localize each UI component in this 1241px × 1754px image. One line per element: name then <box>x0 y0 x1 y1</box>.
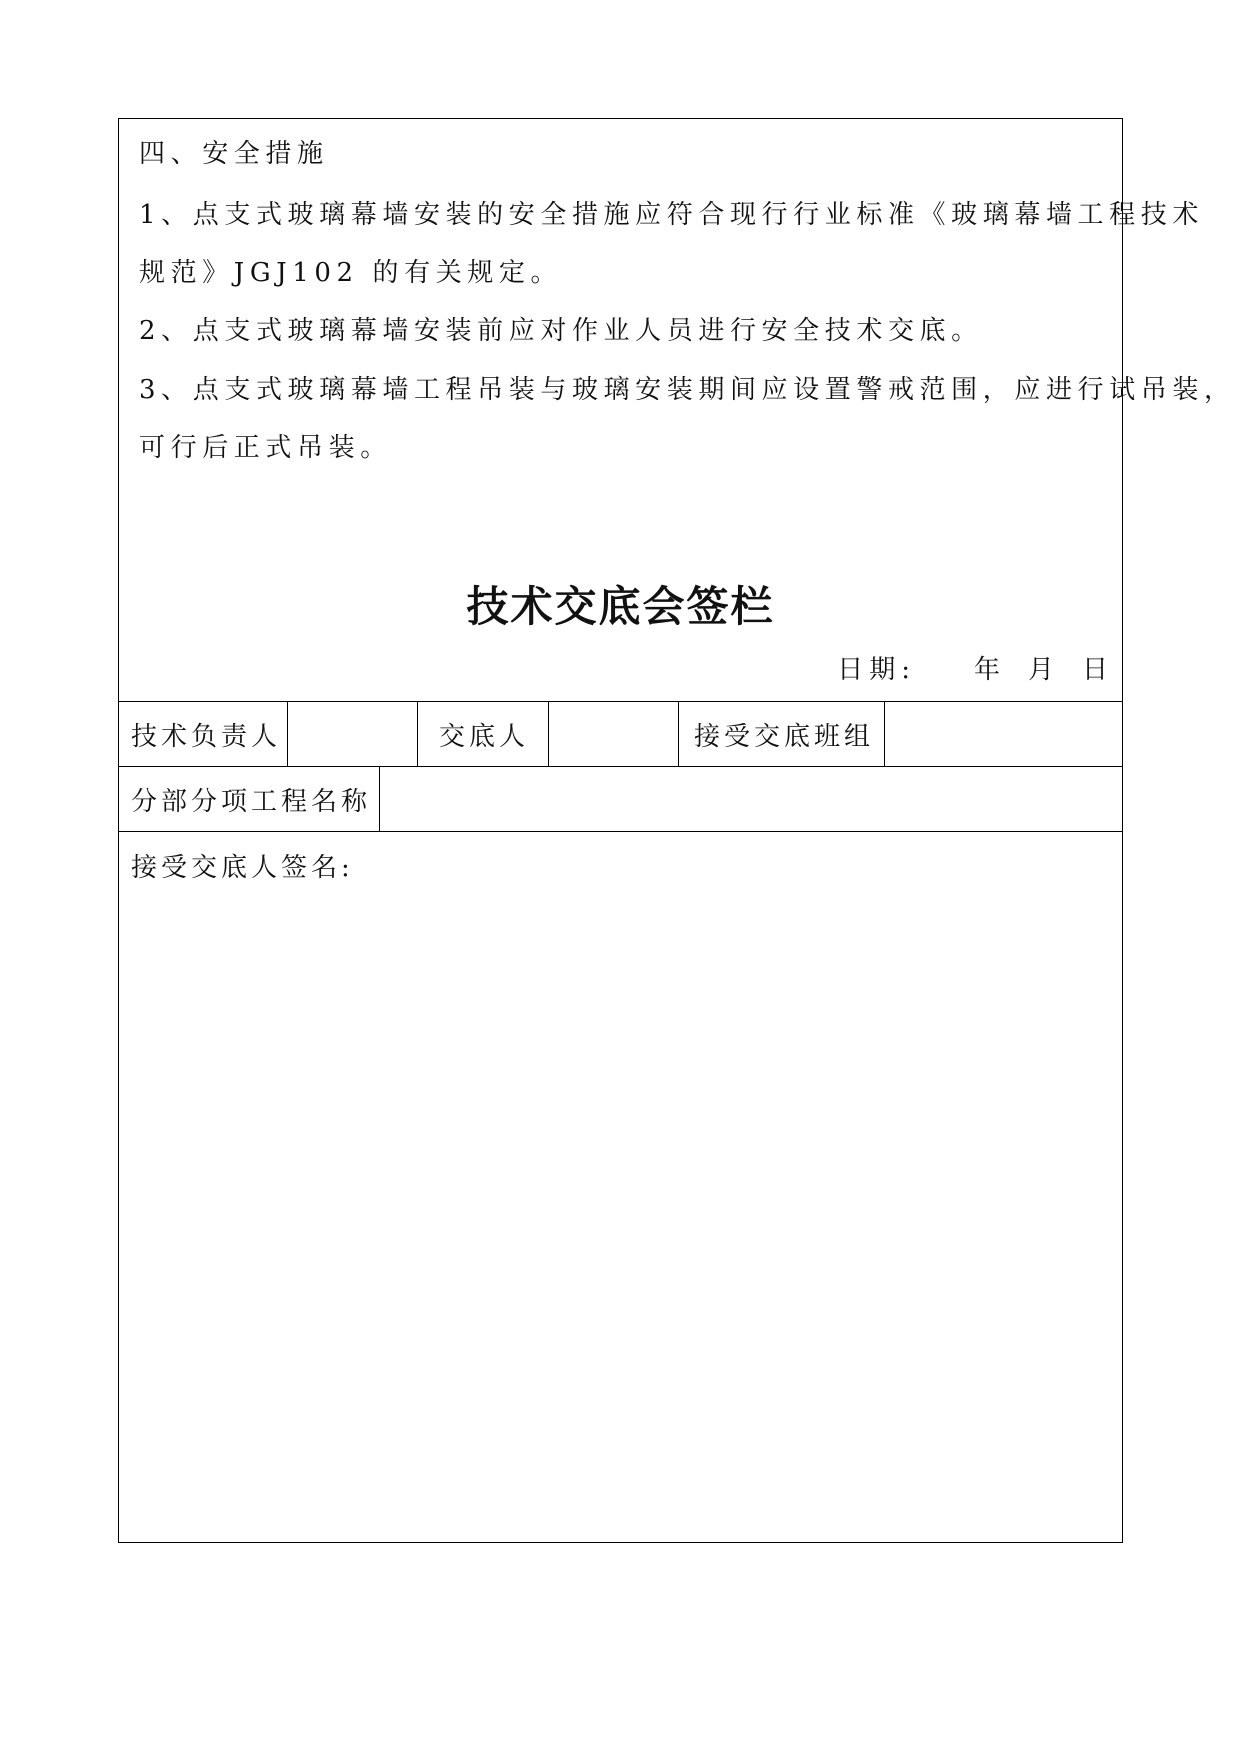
row-1-divider-5 <box>884 701 885 766</box>
row-2-divider <box>379 766 380 831</box>
tech-lead-label: 技术负责人 <box>131 722 282 752</box>
row-1-bottom-border <box>119 766 1122 767</box>
row-1-divider-2 <box>417 701 418 766</box>
day-label: 日 <box>1081 655 1108 685</box>
presenter-label: 交底人 <box>439 722 530 752</box>
signoff-title: 技术交底会签栏 <box>466 582 775 631</box>
month-label: 月 <box>1027 655 1054 685</box>
table-top-border <box>119 701 1122 702</box>
document-frame <box>118 118 1236 1543</box>
receiving-team-label: 接受交底班组 <box>694 722 875 752</box>
item-3-line-2: 可行后正式吊装。 <box>139 433 392 463</box>
item-2: 2、点支式玻璃幕墙安装前应对作业人员进行安全技术交底。 <box>139 316 983 346</box>
item-3-line-1: 3、点支式玻璃幕墙工程吊装与玻璃安装期间应设置警戒范围，应进行试吊装， <box>139 375 1236 405</box>
row-2-bottom-border <box>119 831 1122 832</box>
row-1-divider-1 <box>287 701 288 766</box>
signatures-label: 接受交底人签名: <box>131 853 354 883</box>
section-heading: 四、安全措施 <box>139 139 329 169</box>
project-name-label: 分部分项工程名称 <box>131 787 372 817</box>
row-1-divider-4 <box>678 701 679 766</box>
year-label: 年 <box>973 655 1000 685</box>
date-row <box>837 649 1108 686</box>
item-1-line-2: 规范》JGJ102 的有关规定。 <box>139 258 563 288</box>
item-1-line-1: 1、点支式玻璃幕墙安装的安全措施应符合现行行业标准《玻璃幕墙工程技术 <box>139 200 1204 230</box>
date-label: 日期: <box>837 655 916 685</box>
safety-measures-section <box>119 119 1236 702</box>
row-1-divider-3 <box>548 701 549 766</box>
